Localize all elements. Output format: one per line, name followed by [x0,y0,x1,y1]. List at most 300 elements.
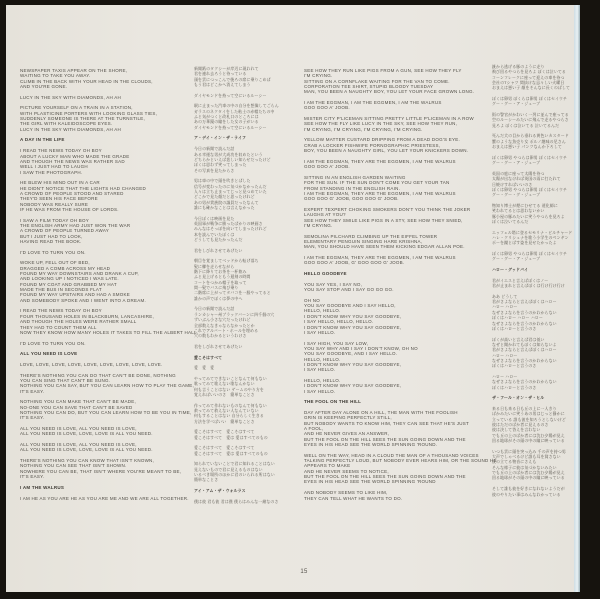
lyric-line: AND YOU'RE GONE. [20,84,68,90]
lyric-line: 駅に止まった汽車の中の自分を想像してごらん [194,103,279,109]
lyric-line: IF HE WAS FROM THE HOUSE OF LORDS. [20,206,119,212]
song-title: アイ・アム・ザ・ウォルラス [194,488,246,494]
song-title: HELLO GOODBYE [304,271,347,277]
lyric-line: YOU CAN SING THAT CAN'T BE SUNG. [20,377,111,383]
lyric-line: 二階席に上がってタバコを一服やってると [194,290,271,296]
lyric-paragraph [304,282,476,293]
lyric-line: AND THOUGH THE HOLES WERE RATHER SMALL [20,319,137,325]
lyric-line: HE DIDN'T NOTICE THAT THE LIGHTS HAD CHANGED [20,185,146,191]
song-title: ザ・フール・オン・ザ・ヒル [492,395,545,401]
lyric-line: 人々は立ち止まってじっと見つめていた [194,188,267,194]
lyric-paragraph [304,234,476,250]
lyric-line: でも丘の上のばか者には沈む夕陽が見え [492,470,565,476]
lyric-line: なぜさよならを言うのかわからない [492,309,557,315]
lyric-line: 全部数えなきゃならなかったとか [194,322,255,328]
lyric-line: ああ どうして [492,293,518,299]
lyric-line: IT'S EASY. [20,388,45,394]
lyric-line: 君がイエスと言えばぼくはノー [492,277,549,283]
lyric-line: ぼくは卵男 やつらは卵男 ぼくはセイウチ [492,251,568,257]
lyric-line: I DON'T KNOW WHY YOU SAY GOODBYE, [304,361,402,367]
lyric-line: LAUGHS AT YOU? [304,212,346,218]
lyrics-column-japanese-right [492,64,580,502]
lyric-line: OH NO [304,297,321,303]
lyric-line: 君をしびれさせてあげたい [194,247,243,253]
lyric-paragraph [492,203,580,224]
lyric-paragraph [194,258,310,301]
lyric-line: 愛こそはすべて 愛は 愛はすべてのもの [194,434,268,440]
lyric-paragraph [194,376,310,397]
lyric-line: I DON'T KNOW WHY YOU SAY GOODBYE, [304,383,402,389]
lyric-line: どこかで見た顔だと思ったけれど [194,194,255,200]
lyric-line: でも丘の上のばか者には沈む夕陽が見え [492,432,565,438]
lyric-line: I READ THE NEWS TODAY OH BOY [20,148,102,154]
lyric-line: ぼくが高いと言えば君は低い [492,336,545,342]
lyric-paragraph [194,445,310,456]
lyric-line: ハレ・クリシュナを歌う小学生のペンギン [492,235,569,240]
lyric-line: 死んだ犬の目から垂れる黄色いカスタード [492,133,569,139]
lyric-line: BUT THE FOOL ON THE HILL SEES THE SUN GOING DOWN AND THE [304,436,466,442]
lyric-line: これでアルバート・ホールを埋める [194,327,259,333]
lyric-line: SUDDENLY SOMEONE IS THERE AT THE TURNSTILE, [20,116,145,122]
lyric-line: グー・グー・グ・ジューブ [492,192,541,198]
lyric-line: どうしても見たかったんだ [194,237,243,242]
lyric-paragraph [20,495,189,501]
lyric-paragraph [20,68,182,89]
lyric-paragraph [492,133,580,149]
lyric-line: MAN, YOU BEEN A NAUGHTY BOY, YOU LET YOUR FACE GROWN LONG. [304,89,475,95]
lyric-paragraph [304,207,476,228]
lyric-line: THE GIRL WITH KALEIDOSCOPE EYES. [20,121,113,127]
lyric-line: いつも雲に頭を突っ込み 千の声を持つ男 [492,448,566,454]
lyric-line: 見ろよ ぼくは泣いてる 泣いてるんだ [492,122,560,128]
lyric-line: FOR THE SUN. IF THE SUN DON'T COME YOU GET YOUR TAN [304,180,450,186]
song-title: THE FOOL ON THE HILL [304,399,362,405]
lyric-paragraph [492,230,580,246]
lyric-line: THEY'D SEEN HIS FACE BEFORE [20,196,98,202]
lyric-line: いるべき場所のほかに君のいられる所はない [194,472,275,478]
lyric-line: LUCY IN THE SKY WITH DIAMONDS, AH AH [20,126,122,132]
lyric-line: 覚えればいいのさ 簡単なことさ [194,391,255,397]
lyric-paragraph [194,499,310,504]
lyric-line: ダイヤモンドを持って空にいるルーシー [194,92,267,98]
lyric-line: そして誰も彼を好きになれないようだが [492,486,565,492]
lyric-line: 君をしびれさせてあげたい [194,343,243,349]
lyric-line: SEE HOW THEY RUN LIKE PIGS FROM A GUN, SEE HOW THEY FLY [304,68,462,73]
lyric-line: 僕は彼 君も彼 君は僕 僕らはみんな一緒なのさ [194,498,279,504]
lyric-line: I AM THE EGGMAN, THEY ARE THE EGGMEN, I AM THE WALRUS [304,158,456,164]
lyric-line: EXPERT TEXPERT CHOKING SMOKERS DON'T YOU THINK THE JOKER [304,206,471,212]
lyric-paragraph [492,449,580,481]
lyric-line: 髪に櫛を走らせながら [194,263,235,269]
lyrics-column-english-right [304,68,497,506]
lyric-line: 豚小屋の豚みたいに笑うやつらを見ろよ [492,213,565,219]
lyric-line: IT'S EASY. [20,474,45,480]
song-title: A DAY IN THE LIFE [20,137,65,143]
lyric-line: ぼくは思わず笑ってしまった [194,162,247,168]
lyric-paragraph [20,260,182,303]
lyric-line: 作ってみて作れないものなんて何もない [194,402,267,408]
lyric-paragraph [492,64,580,91]
lyric-line: I SAY HELLO, HELLO, HELLO. [304,319,374,325]
lyric-line: WOKE UP, FELL OUT OF BED, [20,260,90,266]
lyric-line: あの万華鏡の瞳をした女の子がいる [194,119,259,125]
lyric-line: PICTURE YOURSELF ON A TRAIN IN A STATION, [20,105,133,111]
lyric-line: あの男が貴族院の議員だったなんて [194,199,259,205]
lyric-paragraph [20,458,182,479]
lyric-line: なぜさよならを言うのかわからない [492,357,557,363]
lyric-paragraph [304,137,476,153]
lyric-line: ALL YOU NEED IS LOVE, LOVE, LOVE IS ALL YOU NEED. [20,431,153,437]
lyric-line: AND NOBODY SEEMS TO LIKE HIM, [304,490,388,496]
lyric-line: CLIMB IN THE BACK WITH YOUR HEAD IN THE CLOUDS, [20,78,153,84]
lyric-paragraph [194,306,310,338]
lyric-line: AND HE NEVER SEEMS TO NOTICE, [304,468,389,474]
lyric-line: DAY AFTER DAY ALONE ON A HILL, THE MAN WITH THE FOOLISH [304,410,458,415]
lyric-paragraph [20,442,182,453]
lyric-line: I'D LOVE TO TURN YOU ON. [20,249,86,255]
lyric-paragraph [492,251,580,262]
lyric-paragraph [194,429,310,440]
lyric-line: ガラスのネクタイをした粘土の赤帽たちの中 [194,108,275,114]
lyric-line: 英国の庭に座って太陽を待つ [492,170,545,176]
lyric-line: NOTHING YOU CAN MAKE THAT CAN'T BE MADE, [20,399,136,405]
lyric-line: ばかみたいに笑うあの男はじっと静かに [492,411,565,417]
lyric-line: IT'S EASY. [20,415,45,421]
lyric-paragraph [194,461,310,482]
lyric-line: MADE THE BUS IN SECONDS FLAT [20,287,102,293]
lyric-line: 信号が変わったのに気づかなかったんだ [194,183,267,189]
lyric-line: A CROWD OF PEOPLE TURNED AWAY [20,228,110,234]
lyric-line: 彼は決して答えを言わない [492,427,541,433]
lyric-line: APPEARS TO MAKE [304,463,351,469]
lyric-line: ぼくは卵男 やつらは卵男 ぼくはセイウチ [492,186,568,192]
lyric-line: 君が止まれと言えばぼくは行け行け行け [492,283,565,289]
lyric-line: その写真を見たからさ [194,167,235,173]
lyric-line: ぼくはハローと言うのさ [492,363,537,369]
lyric-paragraph [492,337,580,369]
lyric-line: BUT THE FOOL ON THE HILL SEES THE SUN GOING DOWN AND THE [304,474,466,480]
lyric-line: 英国軍が戦争に勝ったばかりの映画さ [194,220,263,226]
lyric-line: CORPORATION TEE SHIRT, STUPID BLOODY TUESDAY [304,84,434,90]
lyric-line: I'M CRYING, I'M CRYING, I'M CRYING, I'M CRYING. [304,126,423,132]
lyric-line: ぼくは泣いてるんだ [492,218,529,224]
lyric-line: 空のルーシーみたいに飛んで走るやつらさ [492,117,569,123]
lyric-paragraph [20,180,182,212]
lyric-line: 君がさよならと言えばぼくはハロー [492,347,557,353]
lyric-line: THE ENGLISH ARMY HAD JUST WON THE WAR [20,222,131,228]
lyric-line: なぜさよならを言うのかわからない [492,379,557,385]
lyric-line: 何も言うことはない ゲームのやり方を [194,386,264,392]
lyric-paragraph [194,103,310,130]
lyric-line: 愛こそはすべて 愛は 愛はすべてのもの [194,450,268,456]
lyric-line: CRAB A LOCKER FISHWIFE PORNOGRAPHIC PRIESTESS, [304,142,441,148]
lyric-line: NOW THEY KNOW HOW MANY HOLES IT TAKES TO FILL THE ALBERT HALL. [20,329,199,335]
lyric-line: ある幸運な男が大成功を収めたという [194,151,263,157]
lyric-line: ぼくは卵男 ぼくらは卵男 ぼくはセイウチ [492,96,568,102]
lyric-line: 今日ぼくは映画を見た [194,215,235,221]
lyric-line: NOTHING YOU CAN SAY, BUT YOU CAN LEARN HOW TO PLAY THE GAME, [20,383,194,389]
lyric-line: DRAGGED A COMB ACROSS MY HEAD [20,265,111,271]
lyric-line: I READ THE NEWS TODAY OH BOY [20,308,102,314]
lyric-paragraph [304,452,497,485]
lyric-line: I AM THE EGGMAN, THEY ARE THE EGGMEN, I AM THE WALRUS [304,255,456,261]
lyric-line: WAITING TO TAKE YOU AWAY. [20,73,91,79]
song-title: ハロー・グッドバイ [492,267,529,273]
lyric-paragraph [194,66,310,87]
lyric-line: ダイヤモンドを持って空にいるルーシー [194,124,267,130]
lyric-line: 彼の立てる物音にさえも [492,459,537,465]
lyric-line: AND LOOKING UP I NOTICED I WAS LATE. [20,276,119,282]
lyric-line: ランカシャー州ブラックバーンに四千個の穴 [194,311,275,317]
lyric-line: THERE'S NOTHING YOU CAN KNOW THAT ISN'T KNOWN, [20,458,155,464]
lyric-line: 笑われてるとは思わないかい [492,208,545,214]
lyric-paragraph [304,175,476,202]
lyric-line: グー・グー・ア・ジューブ [492,101,541,107]
lyric-line: SEMOLINA PILCHARD CLIMBING UP THE EIFFEL TOWER [304,233,438,239]
lyric-line: 大声でしゃべるけど誰も耳を貸さない [492,454,561,460]
lyric-paragraph [194,344,310,349]
lyric-line: ALL YOU NEED IS LOVE, ALL YOU NEED IS LOVE, [20,442,137,448]
lyric-line: THERE'S NOTHING YOU CAN DO THAT CAN'T BE DONE, NOTHING [20,372,176,378]
lyric-line: コーンフレークに座って迎えの車を待つ [492,74,565,80]
lyric-line: 回る地球がその頭の中の瞳に映っている [492,438,565,444]
lyric-line: SITTING IN AN ENGLISH GARDEN WAITING [304,174,406,180]
lyric-line: GOO GOO A' JOOB. [304,105,350,111]
lyric-paragraph [492,112,580,128]
lyric-paragraph [304,159,476,170]
lyric-line: YOU SAY YES, I SAY NO, [304,281,363,287]
lyric-paragraph [304,255,476,266]
lyric-line: なぜさよならを言うのかわからない [492,320,557,326]
lyric-line: WELL ON THE WAY, HEAD IN A CLOUD THE MAN OF A THOUSAND VOICES [304,452,479,458]
lyric-line: NOBODY WAS REALLY SURE [20,201,89,207]
lyric-paragraph [194,365,310,370]
lyric-line: 誰にも確かなことは言えなかった [194,204,255,210]
lyric-line: ポーを蹴とばす姿を見せたかったよ [492,240,557,246]
lyric-line: WELL I JUST HAD TO LAUGH [20,164,88,170]
lyric-line: A CROWD OF PEOPLE STOOD AND STARED [20,190,124,196]
lyric-line: エッフェル塔に登るセモリナ・ピルチャード [492,229,573,235]
lyric-line: ハロー ハロー [492,352,518,358]
lyric-paragraph [20,250,182,255]
lyric-line: ELEMENTARY PENGUIN SINGING HARE KRISHNA, [304,239,423,244]
lyric-line: 階下に降りてお茶を一杯飲み [194,269,247,275]
lyric-paragraph [304,410,476,447]
lyric-line: 君がさよならと言えばぼくはハロー [492,299,557,305]
lyric-line: そんな様子に彼は気づかないみたい [492,464,557,470]
lyric-line: MAN, YOU SHOULD HAVE SEEN THEM KICKING EDGAR ALLAN POE. [304,244,465,250]
lyric-paragraph [20,362,182,367]
lyric-line: HELLO, HELLO. [304,356,341,362]
lyric-paragraph [492,278,580,289]
lyric-line: コートをつかみ帽子を取って [194,279,247,285]
lyric-paragraph [20,95,182,100]
lyric-line: YOU SAY GOODBYE, AND I SAY HELLO. [304,351,398,357]
lyric-line: LUCY IN THE SKY WITH DIAMONDS, AH AH [20,94,122,100]
lyric-line: NEWSPAPER TAXIS APPEAR ON THE SHORE, [20,68,128,73]
lyric-line: グー・グー・ア・ジューブ [492,256,541,262]
lyric-line: EYES IN HIS HEAD SEE THE WORLD SPINNING 'ROUND. [304,442,438,448]
lyric-paragraph [492,486,580,497]
lyric-line: ぼくは卵男 やつらは卵男 ぼくはセイウチ [492,154,568,160]
lyric-line: GOO GOO G' JOOB, GOO GOO G' JOOB. [304,196,399,202]
lyric-line: HELLO, HELLO. [304,377,341,383]
lyric-line: もう君はどこかへ消えてしまう [194,82,251,88]
lyric-paragraph [492,294,580,331]
lyric-paragraph [492,374,580,390]
lyric-line: I SAY HIGH, YOU SAY LOW, [304,340,369,346]
lyric-line: NO-ONE YOU CAN SAVE THAT CAN'T BE SAVED [20,404,133,410]
lyric-line: 誰かの声でぼくは夢の中へ [194,295,243,301]
lyric-line: YELLOW MATTER CUSTARD DRIPPING FROM A DEAD DOG'S EYE. [304,137,460,143]
lyric-line: BUT I JUST HAD TO LOOK, [20,233,83,239]
lyric-line: 愛 愛 愛 [194,365,215,371]
lyric-line: WITH PLASTICINE PORTERS WITH LOOKING GLASS TIES, [20,110,158,116]
lyric-paragraph [492,171,580,198]
lyric-line: 君を連れ去ろうと待っている [194,71,247,77]
lyric-line: BOY, YOU BEEN A NAUGHTY GIRL, YOU LET YOUR KNICKERS DOWN. [304,148,469,154]
lyric-line: 知られていないことで君に知れることはない [194,461,275,467]
lyric-line: I'M CRYING. [304,73,333,79]
lyric-line: YOU SAY GOODBYE AND I SAY HELLO, [304,303,396,309]
lyric-line: 銃から逃げる豚のように走り [492,64,545,69]
lyric-line: 今日の新聞で読んだ話 [194,306,235,312]
lyric-paragraph [304,100,476,111]
lyric-paragraph [304,298,476,335]
lyric-line: 歌ってみて歌えない歌なんかない [194,381,255,387]
lyric-line: NOTHING YOU CAN SEE THAT ISN'T SHOWN. [20,463,127,469]
lyric-line: YOU SAY WHY AND I SAY I DON'T KNOW, OH NO [304,345,418,351]
lyric-paragraph [194,93,310,98]
lyric-paragraph [492,406,580,443]
lyric-line: I AM THE EGGMAN, I AM THE EGGMEN, I AM THE WALRUS [304,100,442,106]
lyric-line: 救ってみて救えない人なんていない [194,408,259,413]
lyric-line: I AM THE EGGMAN, THEY ARE THE EGGMEN, I AM THE WALRUS [304,190,456,196]
lyric-line: 見えないもので君に見えるものはない [194,466,263,472]
lyric-line: BUT NOBODY WANTS TO KNOW HIM, THEY CAN SEE THAT HE'S JUST [304,420,469,426]
lyric-line: AND THOUGH THE NEWS WAS RATHER SAD [20,158,125,164]
lyric-line: 本を読んでいたぼくは [194,231,235,237]
song-title: I AM THE WALRUS [20,484,65,490]
lyric-line: 飛び回るやつらを見ろよ ぼくは泣いてる [492,69,566,75]
lyric-line: ふと気がつくと改札口のところには [194,114,259,120]
lyric-line: ハロー ハロー [492,304,518,310]
lyric-paragraph [20,341,182,346]
lyric-line: NOWHERE YOU CAN BE, THAT ISN'T WHERE YOU'RE MEANT TO BE, [20,468,182,474]
lyric-line: 太陽が出なければ英国の雨に打たれて [492,176,561,182]
lyric-line: I SAW A FILM TODAY OH BOY [20,217,90,223]
lyric-line: みんなはそっぽを向いてしまったけれど [194,226,267,232]
lyric-line: I'D LOVE TO TURN YOU ON. [20,340,86,346]
lyric-line: LOVE, LOVE, LOVE, LOVE, LOVE, LOVE, LOVE, LOVE, LOVE. [20,361,163,367]
lyric-line: I SAY HELLO. [304,329,336,335]
lyric-line: FOUND MY COAT AND GRABBED MY HAT [20,281,117,287]
lyric-line: ハロー ハロー [492,373,518,379]
lyric-paragraph [20,105,182,132]
lyric-line: ぼくはハローと言うのさ [492,325,537,331]
lyric-paragraph [194,248,310,253]
lyric-line: FOUND MY WAY DOWNSTAIRS AND DRANK A CUP, [20,271,139,277]
lyric-line: TALKING PERFECTLY LOUD, BUT NOBODY EVER HEARS HIM, OR THE SOUND HE [304,458,497,464]
lyric-paragraph [304,116,476,132]
lyric-line: 彼はただのばか者に見えるのさ [492,422,549,428]
lyric-paragraph [20,426,182,437]
lyric-line: なぜと聞かれてもぼくは知らないよ [492,341,557,347]
lyric-paragraph [20,372,194,394]
lyric-line: 彼のやりたい事はみんなわかっている [492,491,561,497]
lyric-line: 新聞紙のタクシーが岸辺に現われて [194,66,259,71]
lyric-line: I SAY HELLO. [304,367,336,373]
lyric-line: 朝目を覚ましてベッドから転げ落ち [194,258,259,264]
lyric-line: HE BLEW HIS MIND OUT IN A CAR [20,180,100,186]
song-title: 愛こそはすべて [194,354,223,360]
lyric-paragraph [492,155,580,166]
lyric-line: 街の警官がかわいく一列に並んで座ってる [492,112,569,118]
lyric-paragraph [20,148,182,175]
lyric-line: 会社のTシャツ 間抜けな忌々しい火曜日 [492,80,565,86]
lyric-line: 間一髪でバスに飛び乗り [194,285,239,291]
lyric-paragraph [194,178,310,210]
lyric-line: I SAW THE PHOTOGRAPH. [20,169,83,175]
lyric-line: 穴の数もわかるというわけさ [194,333,247,339]
booklet-page [6,5,574,592]
lyric-line: SEE HOW THE FLY LIKE LUCY IN THE SKY, SEE HOW THEY RUN, [304,121,458,127]
page-number: 15 [300,569,308,575]
lyric-line: FOUR THOUSAND HOLES IN BLACKBURN, LANCASHIRE, [20,313,154,319]
lyric-line: I DON'T KNOW WHY YOU SAY GOODBYE, [304,313,402,319]
lyric-line: 何もすることはない 自分らしく生きる [194,413,264,419]
lyric-line: I AM HE AS YOU ARE HE AS YOU ARE ME AND WE ARE ALL TOGETHER. [20,495,189,501]
lyric-line: THEY CAN TELL WHAT HE WANTS TO DO. [304,495,403,501]
lyric-line: やってみてできないことなんて何もない [194,375,267,381]
lyric-paragraph [304,490,476,501]
lyric-paragraph [194,216,310,243]
lyric-line: どちらかといえば悲しい知らせだったけど [194,156,271,162]
lyric-line: おまえは悪い子 パンツなんか下ろして [492,144,562,150]
lyric-line: ABOUT A LUCKY MAN WHO MADE THE GRADE [20,153,130,159]
lyric-line: HELLO, HELLO. [304,308,341,314]
lyric-line: ぼくはハローと言うのさ [492,384,537,390]
lyric-line: ALL YOU NEED IS LOVE, ALL YOU NEED IS LOVE, [20,426,137,432]
lyric-paragraph [194,403,310,424]
lyric-line: I DON'T KNOW WHY YOU SAY GOODBYE, [304,324,402,330]
lyric-line: おまえは悪い子 顔をそんなに長くのばして [492,85,571,91]
lyric-line: ぼくはハロー ハロー ハロー [492,315,543,321]
lyric-line: ずいぶん小さな穴だったけれど [194,317,251,323]
lyrics-column-japanese-left [194,66,310,510]
lyric-line: I'M CRYING. [304,222,333,228]
lyric-line: 愛こそはすべて 愛こそはすべて [194,429,255,435]
lyric-line: GOO GOO A' JOOB. [304,164,350,170]
lyric-paragraph [20,308,199,335]
lyric-line: 今日の新聞で読んだ話 [194,146,235,152]
lyric-line: MISTER CITY P'LICEMAN SITTING PRETTY LITTLE P'LICEMAN IN A ROW [304,116,474,122]
lyric-line: 物知り博士が煙にむせてる 道化師に [492,202,558,208]
lyric-line: 立っている 誰も彼を知ろうとしないけど [492,416,566,422]
lyric-paragraph [20,218,182,245]
lyric-line: ふと見上げるともう遅刻の時間 [194,274,251,280]
song-title: ALL YOU NEED IS LOVE [20,351,78,357]
lyric-line: YOU SAY STOP AND I SAY GO GO GO. [304,287,394,293]
lyric-line: AND SOMEBODY SPOKE AND I WENT INTO A DREAM. [20,297,147,303]
lyric-line: グー・グー・ア・ジューブ [492,160,541,166]
lyric-line: 頭を雲につっこんで後ろの席に乗りこめば [194,76,271,82]
lyric-line: SEE HOW THEY SMILE LIKE PIGS IN A STY, SEE HOW THEY SNIED, [304,217,463,223]
lyric-paragraph [304,378,476,394]
lyric-line: 来る日も来る日も丘の上に一人きり [492,406,557,411]
lyric-line: EYES IN HIS HEAD SEE THE WORLD SPINNING 'ROUND [304,479,436,485]
lyric-line: NOTHING YOU CAN DO, BUT YOU CAN LEARN HOW TO BE YOU IN TIME, [20,410,192,415]
